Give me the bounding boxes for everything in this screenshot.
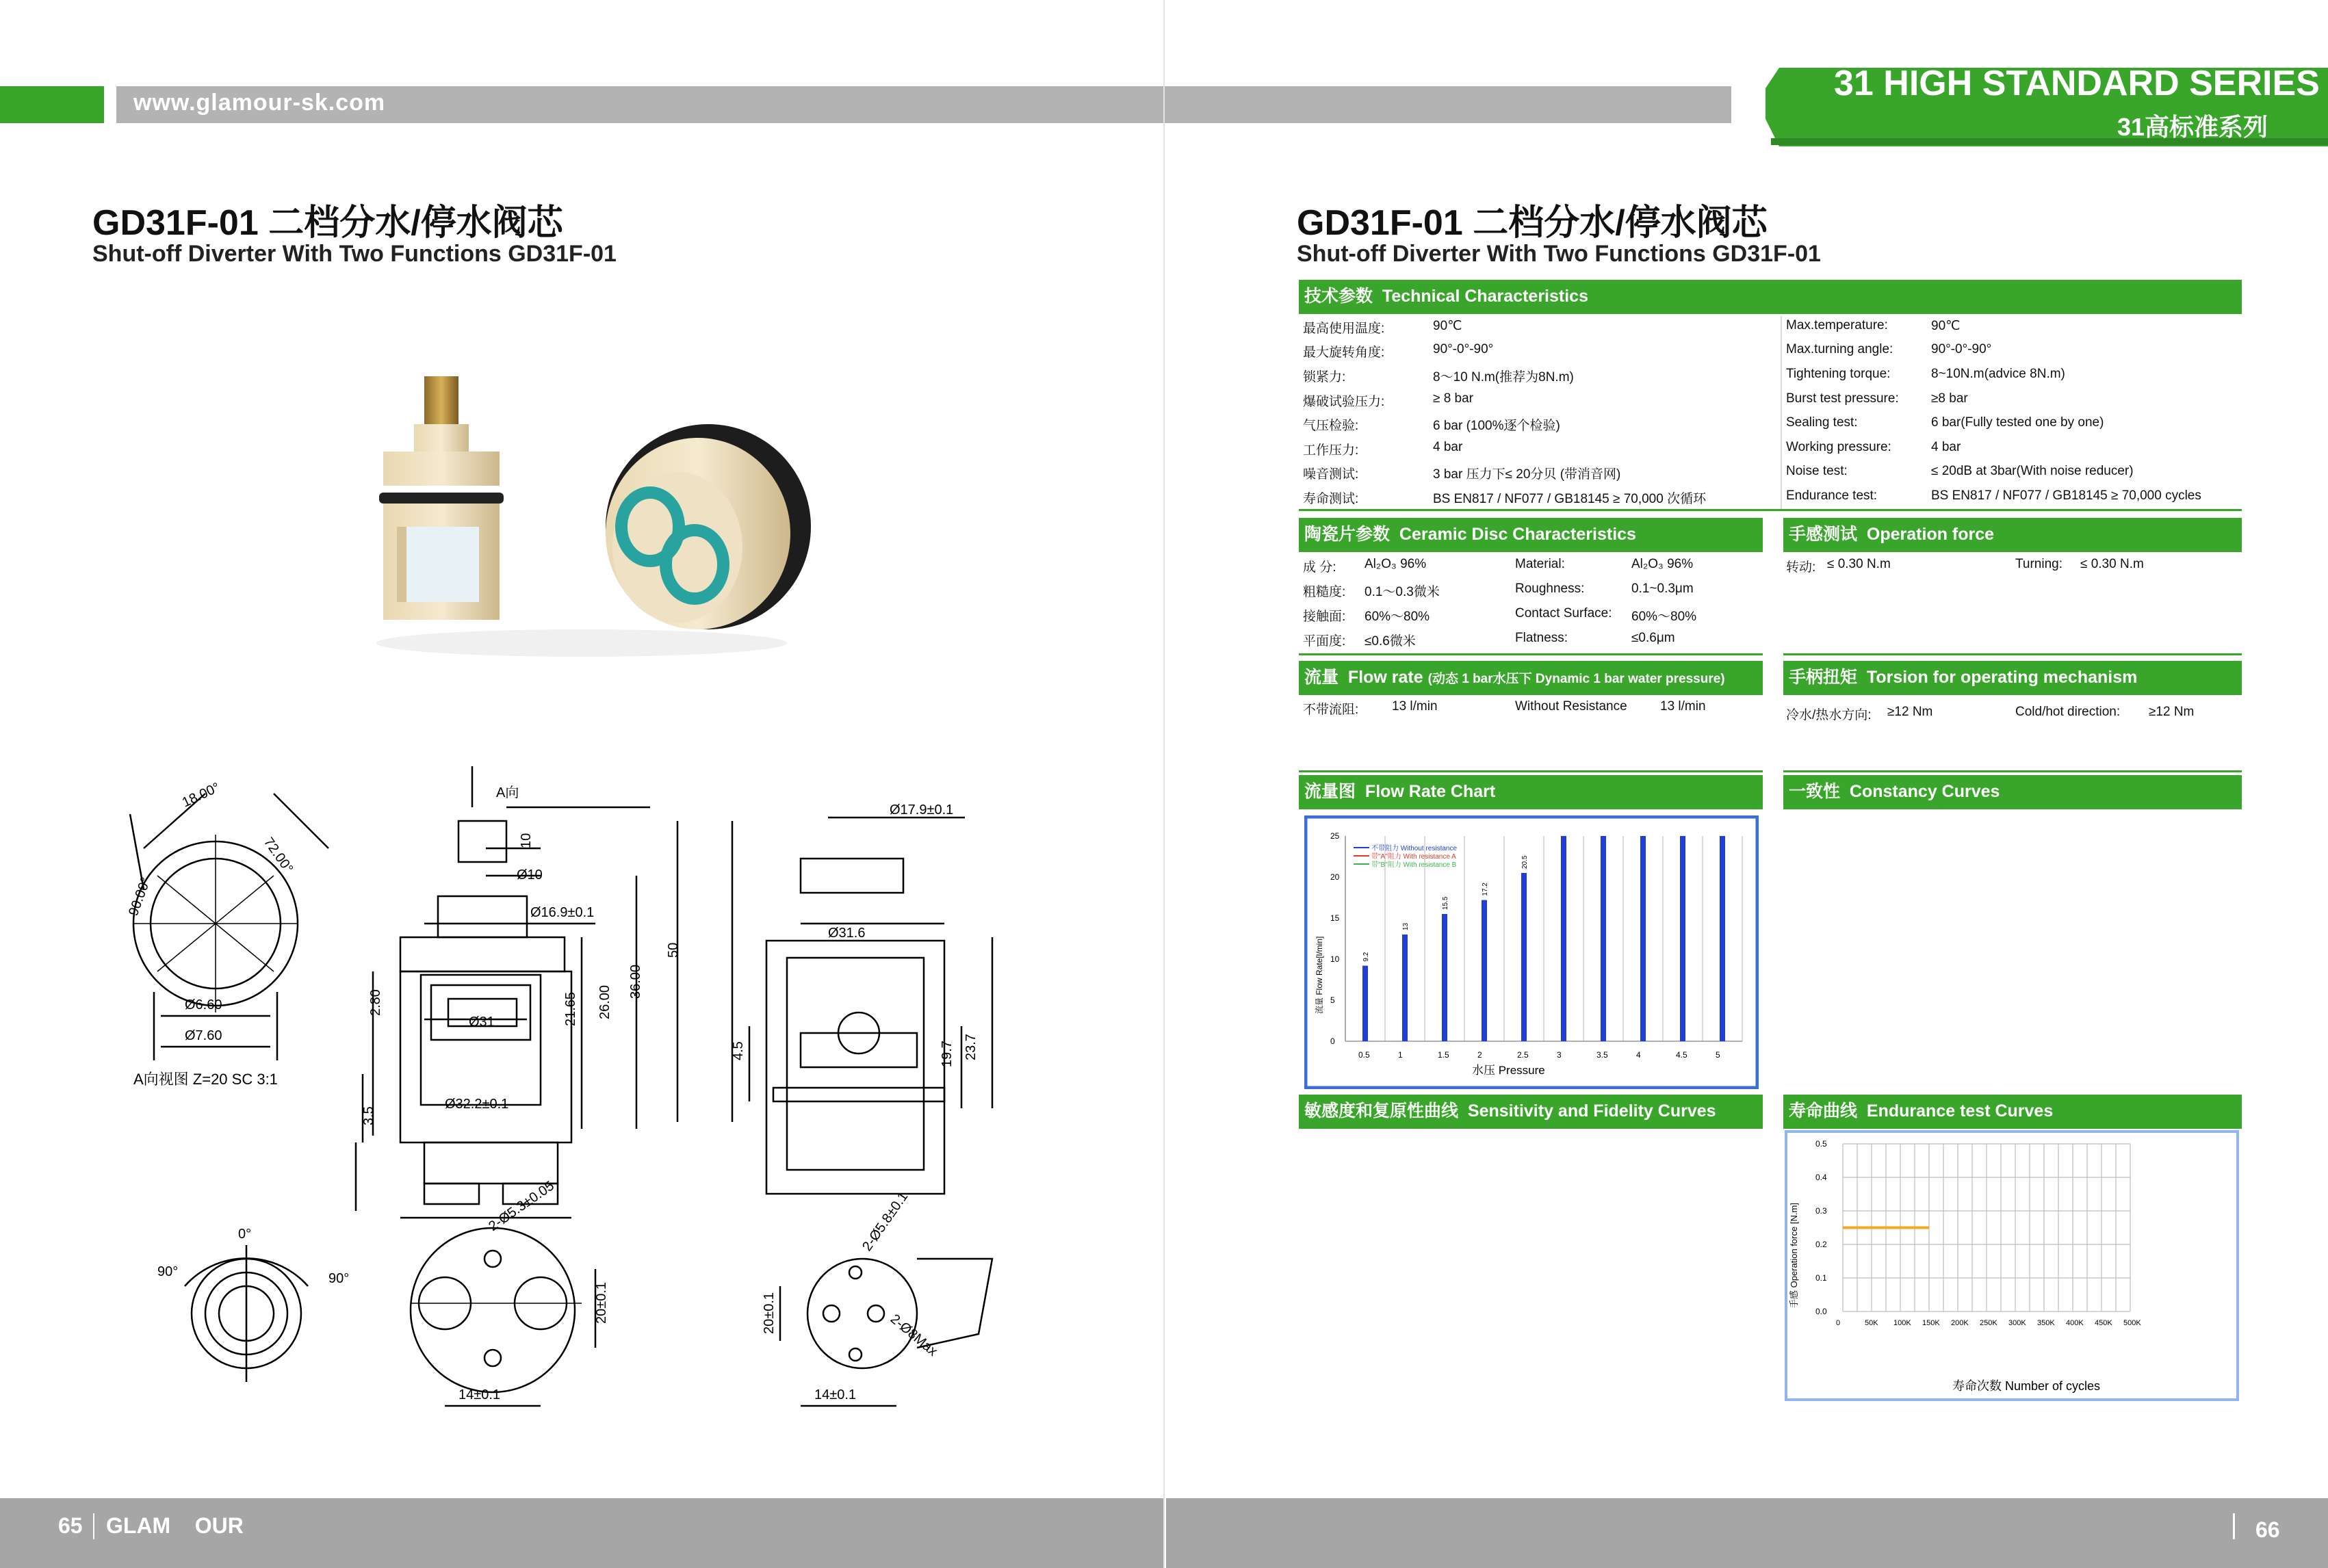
series-title: 31 HIGH STANDARD SERIES	[1834, 64, 2320, 103]
flow-x-tick: 0.5	[1358, 1050, 1370, 1060]
flow-x-tick: 3	[1557, 1050, 1562, 1060]
flow-bar-label: 20.5	[1521, 855, 1529, 869]
endurance-y-tick: 0.0	[1815, 1307, 1827, 1316]
dim-d316: Ø31.6	[828, 926, 866, 941]
dim-rot90r: 90°	[328, 1271, 350, 1286]
endurance-x-tick: 450K	[2095, 1319, 2112, 1327]
flow-y-tick: 20	[1330, 872, 1340, 882]
endurance-header: 寿命曲线 Endurance test Curves	[1783, 1095, 2242, 1129]
dim-45: 4.5	[731, 1041, 746, 1060]
flow-bar	[1561, 836, 1566, 1041]
endurance-x-tick: 300K	[2008, 1319, 2026, 1327]
flow-y-tick: 0	[1330, 1036, 1335, 1046]
footer-right	[1166, 1498, 2328, 1568]
dim-14a: 14±0.1	[458, 1387, 501, 1402]
dim-2d58: 2-Ø5.8±0.1	[859, 1189, 911, 1254]
endurance-x-tick: 200K	[1951, 1319, 1969, 1327]
flow-x-tick: 3.5	[1596, 1050, 1608, 1060]
flow-bar	[1601, 836, 1606, 1041]
flow-bar	[1720, 836, 1725, 1041]
flow-x-tick: 1	[1398, 1050, 1403, 1060]
website-url[interactable]: www.glamour-sk.com	[133, 90, 386, 116]
endurance-ylabel: 手感 Operation force [N.m]	[1789, 1203, 1799, 1308]
series-subtitle: 31高标准系列	[2117, 113, 2268, 141]
flow-x-tick: 4	[1636, 1050, 1641, 1060]
dim-280: 2.80	[368, 989, 383, 1016]
flow-bar	[1402, 935, 1408, 1041]
endurance-y-tick: 0.4	[1815, 1173, 1827, 1182]
flow-bar	[1680, 836, 1685, 1041]
flow-legend-3: 带"B"阻力 With resistance B	[1371, 861, 1457, 869]
dim-10: 10	[519, 833, 534, 848]
dim-d10: Ø10	[517, 867, 543, 883]
endurance-x-tick: 350K	[2037, 1319, 2055, 1327]
dim-d760: Ø7.60	[185, 1028, 222, 1043]
dim-20a: 20±0.1	[594, 1281, 609, 1324]
endurance-y-tick: 0.2	[1815, 1240, 1827, 1249]
flow-y-tick: 5	[1330, 995, 1335, 1005]
flow-bar-label: 15.5	[1442, 896, 1449, 910]
dim-35: 3.5	[361, 1106, 376, 1125]
left-green-tab	[0, 86, 104, 123]
dim-237: 23.7	[963, 1034, 979, 1060]
technical-drawings	[103, 766, 1061, 1423]
flow-x-tick: 2.5	[1517, 1050, 1529, 1060]
dim-18: 18.00°	[179, 780, 222, 811]
footer-divider-left	[93, 1513, 94, 1539]
left-page-title: GD31F-01 二档分水/停水阀芯	[92, 203, 563, 243]
endurance-x-tick: 400K	[2066, 1319, 2084, 1327]
endurance-x-tick: 250K	[1980, 1319, 1997, 1327]
operation-header: 手感测试 Operation force	[1783, 518, 2242, 552]
flow-y-tick: 25	[1330, 831, 1340, 841]
sensitivity-header: 敏感度和复原性曲线 Sensitivity and Fidelity Curves	[1299, 1095, 1763, 1129]
dim-rot0: 0°	[238, 1227, 252, 1242]
tech-header: 技术参数 Technical Characteristics	[1299, 280, 2242, 314]
endurance-x-tick: 500K	[2123, 1319, 2141, 1327]
endurance-x-tick: 100K	[1893, 1319, 1911, 1327]
tech-divider	[1781, 316, 1782, 509]
flow-legend-2: 带"A"阻力 With resistance A	[1371, 853, 1456, 861]
flow-bar-label: 13	[1402, 922, 1410, 930]
dim-d660: Ø6.60	[185, 997, 222, 1012]
dim-3600: 36.00	[628, 964, 643, 999]
footer-brand: GLAM OUR	[106, 1513, 244, 1538]
dim-72: 72.00°	[260, 835, 296, 876]
a-view-caption: A向视图 Z=20 SC 3:1	[133, 1071, 278, 1088]
flow-chart-header: 流量图 Flow Rate Chart	[1299, 775, 1763, 809]
dim-2d53: 2-Ø5.3±0.05	[486, 1178, 557, 1235]
flow-x-tick: 5	[1716, 1050, 1720, 1060]
page-spine	[1163, 0, 1165, 1568]
dim-20b: 20±0.1	[762, 1292, 777, 1334]
dim-2d8: 2-Ø8Max	[887, 1311, 940, 1359]
flow-chart-ylabel: 流量 Flow Rate[l/min]	[1315, 936, 1324, 1014]
dim-d169: Ø16.9±0.1	[530, 905, 595, 920]
right-page-title: GD31F-01 二档分水/停水阀芯	[1297, 203, 1768, 243]
endurance-x-tick: 150K	[1922, 1319, 1940, 1327]
dim-rot90l: 90°	[157, 1264, 179, 1279]
flow-header: 流量 Flow rate (动态 1 bar水压下 Dynamic 1 bar water pressure)	[1299, 661, 1763, 695]
endurance-y-tick: 0.1	[1815, 1273, 1827, 1283]
footer-divider-right	[2233, 1513, 2235, 1539]
ceramic-header: 陶瓷片参数 Ceramic Disc Characteristics	[1299, 518, 1763, 552]
dim-a-direction: A向	[496, 785, 519, 800]
endurance-x-tick: 0	[1836, 1319, 1841, 1327]
flow-bar	[1362, 966, 1368, 1041]
dim-197: 19.7	[940, 1041, 955, 1067]
flow-x-tick: 4.5	[1676, 1050, 1687, 1060]
endurance-chart	[1785, 1130, 2239, 1401]
flow-bar	[1482, 900, 1487, 1041]
left-page-number: 65	[58, 1513, 83, 1538]
right-page-subtitle: Shut-off Diverter With Two Functions GD31F-01	[1297, 241, 1821, 267]
dim-2165: 21.65	[563, 991, 578, 1026]
torsion-header: 手柄扭矩 Torsion for operating mechanism	[1783, 661, 2242, 695]
endurance-x-tick: 50K	[1865, 1319, 1878, 1327]
flow-x-tick: 1.5	[1438, 1050, 1449, 1060]
flow-bar	[1442, 914, 1447, 1041]
flow-y-tick: 10	[1330, 954, 1340, 964]
dim-90: 90.00°	[126, 875, 154, 918]
flow-bar	[1521, 873, 1527, 1041]
right-page-number: 66	[2255, 1517, 2280, 1542]
dim-d322: Ø32.2±0.1	[445, 1097, 509, 1112]
endurance-xlabel: 寿命次数 Number of cycles	[1952, 1379, 2101, 1393]
dim-d179: Ø17.9±0.1	[890, 802, 954, 818]
flow-x-tick: 2	[1477, 1050, 1482, 1060]
dim-14b: 14±0.1	[814, 1387, 857, 1402]
flow-rate-chart	[1304, 815, 1759, 1089]
product-photo	[356, 369, 862, 670]
flow-bar	[1640, 836, 1646, 1041]
flow-y-tick: 15	[1330, 913, 1340, 923]
flow-bar-label: 17.2	[1482, 883, 1489, 896]
dim-2600: 26.00	[597, 984, 612, 1019]
dim-50: 50	[666, 942, 681, 958]
flow-legend-1: 不带阻力 Without resistance	[1371, 845, 1458, 852]
dim-d31: Ø31	[469, 1015, 495, 1030]
endurance-y-tick: 0.3	[1815, 1206, 1827, 1216]
flow-chart-xlabel: 水压 Pressure	[1472, 1064, 1545, 1077]
constancy-header: 一致性 Constancy Curves	[1783, 775, 2242, 809]
flow-bar-label: 9.2	[1362, 952, 1370, 962]
left-page-subtitle: Shut-off Diverter With Two Functions GD31F-01	[92, 241, 617, 267]
endurance-y-tick: 0.5	[1815, 1139, 1827, 1149]
